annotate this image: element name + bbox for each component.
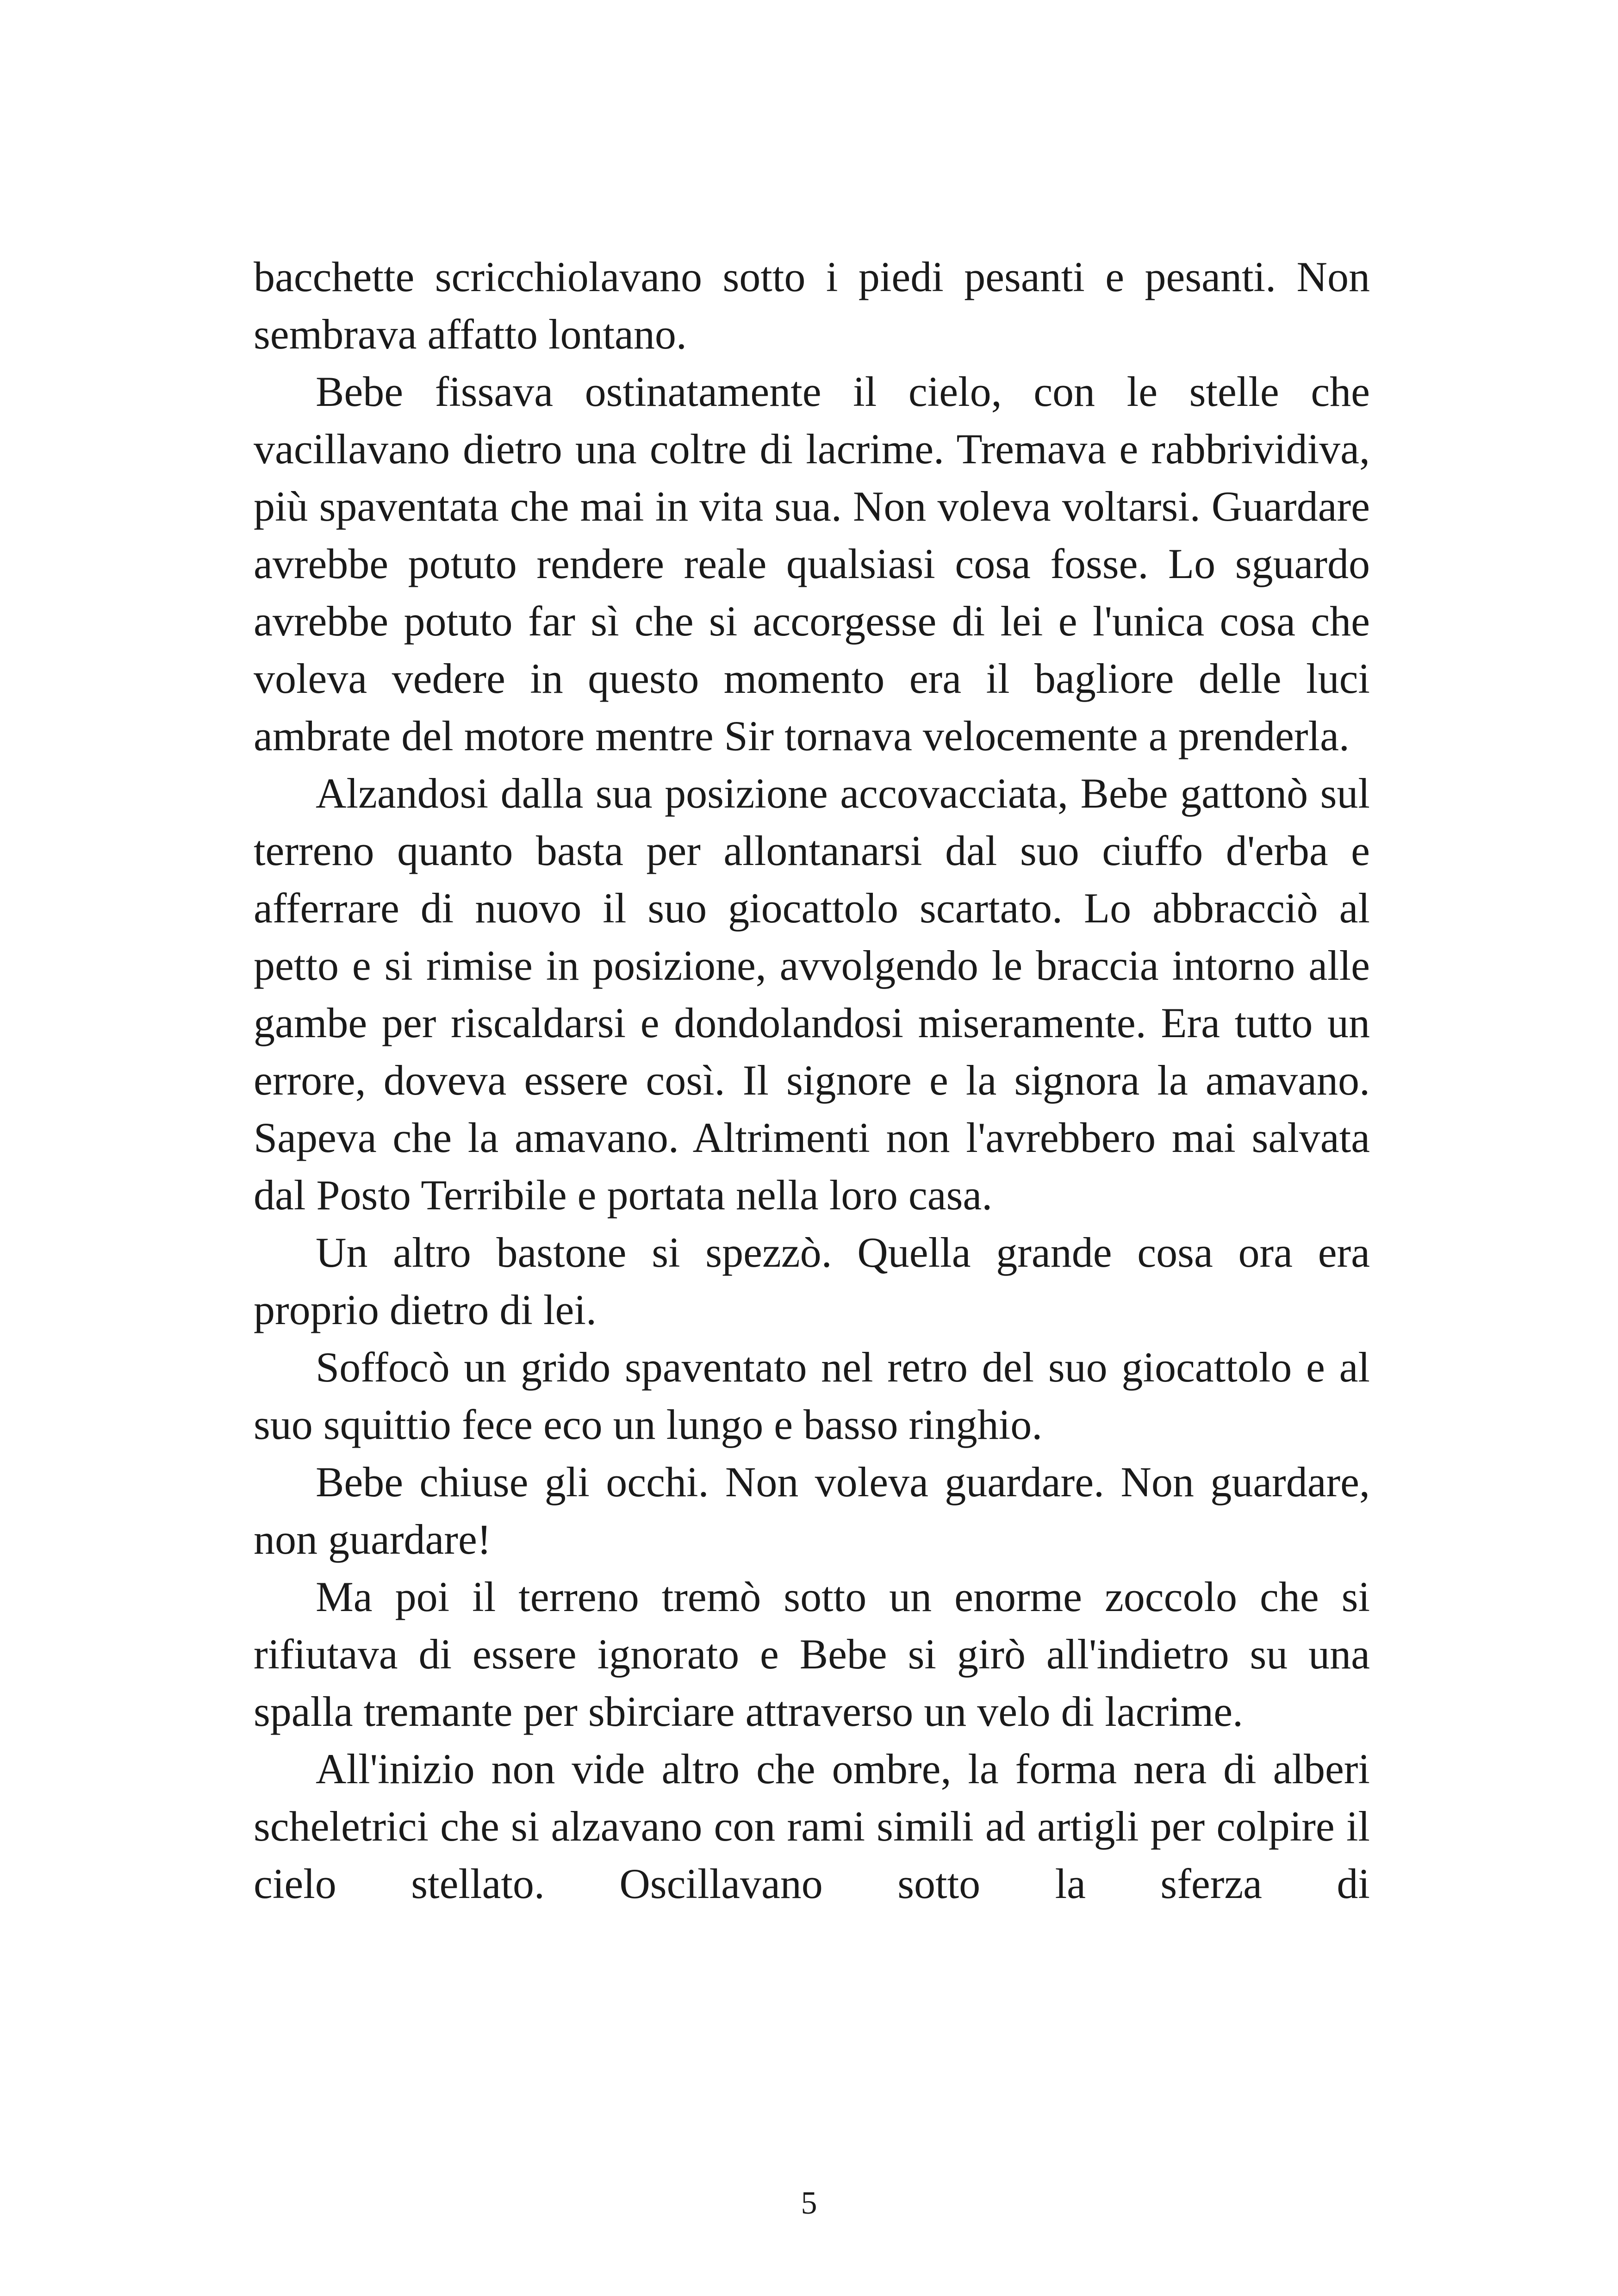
paragraph-8: All'inizio non vide altro che ombre, la forma nera di alberi scheletrici che si alzavano con rami simili ad artigli per colpire il cielo stellato. Oscillavano sotto la sferza di [254, 1745, 1370, 1907]
body-text [254, 248, 1370, 1912]
page-number: 5 [801, 2185, 817, 2221]
paragraph-6: Bebe chiuse gli occhi. Non voleva guardare. Non guardare, non guardare! [254, 1458, 1370, 1563]
paragraph-5: Soffocò un grido spaventato nel retro del suo giocattolo e al suo squittio fece eco un lungo e basso ringhio. [254, 1344, 1370, 1448]
paragraph-3: Alzandosi dalla sua posizione accovacciata, Bebe gattonò sul terreno quanto basta per allontanarsi dal suo ciuffo d'erba e afferrare di nuovo il suo giocattolo scartato. Lo abbracciò al petto e si rimise in posizione, avvolgendo le braccia intorno alle gambe per riscaldarsi e dondolandosi miseramente. Era tutto un errore, doveva essere così. Il signore e la signora la amavano. Sapeva che la amavano. Altrimenti non l'avrebbero mai salvata dal Posto Terribile e portata nella loro casa. [254, 770, 1370, 1219]
paragraph-7: Ma poi il terreno tremò sotto un enorme zoccolo che si rifiutava di essere ignorato e Bebe si girò all'indietro su una spalla tremante per sbirciare attraverso un velo di lacrime. [254, 1573, 1370, 1735]
paragraph-2: Bebe fissava ostinatamente il cielo, con le stelle che vacillavano dietro una coltre di lacrime. Tremava e rabbrividiva, più spaventata che mai in vita sua. Non voleva voltarsi. Guardare avrebbe potuto rendere reale qualsiasi cosa fosse. Lo sguardo avrebbe potuto far sì che si accorgesse di lei e l'unica cosa che voleva vedere in questo momento era il bagliore delle luci ambrate del motore mentre Sir tornava velocemente a prenderla. [254, 368, 1370, 759]
paragraph-4: Un altro bastone si spezzò. Quella grande cosa ora era proprio dietro di lei. [254, 1229, 1370, 1333]
paragraph-1: bacchette scricchiolavano sotto i piedi pesanti e pesanti. Non sembrava affatto lontano. [254, 253, 1370, 358]
